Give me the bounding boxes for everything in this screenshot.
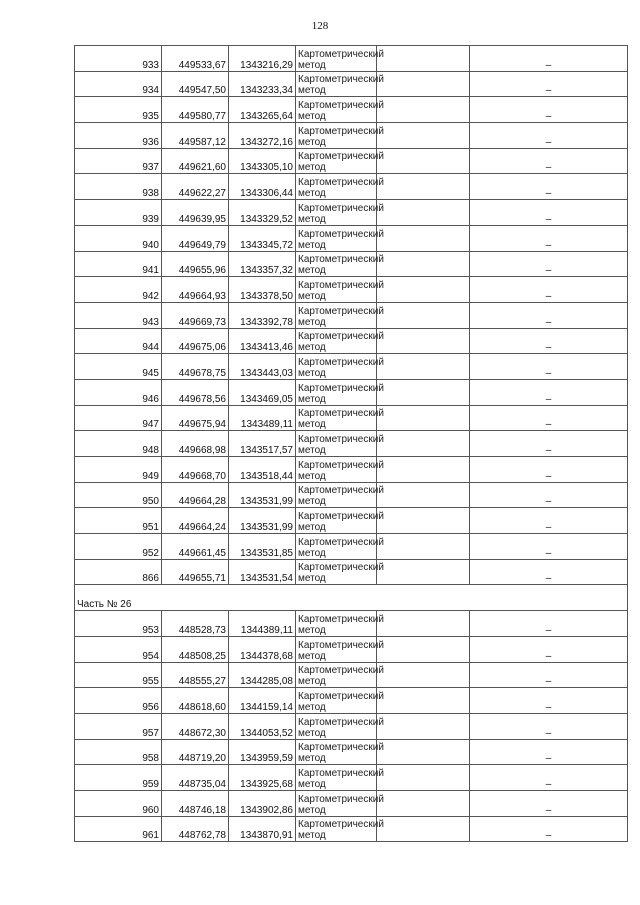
y-coordinate-cell: 1343443,03: [229, 354, 296, 380]
method-cell: Картометрический метод: [296, 277, 377, 303]
x-coordinate-cell: 449678,75: [162, 354, 229, 380]
empty-cell: [377, 225, 470, 251]
method-cell: Картометрический метод: [296, 225, 377, 251]
note-cell: –: [470, 97, 628, 123]
y-coordinate-cell: 1343531,99: [229, 482, 296, 508]
table-row: [75, 508, 628, 534]
y-coordinate-cell: 1343469,05: [229, 379, 296, 405]
table-row: [75, 225, 628, 251]
table-row: [75, 790, 628, 816]
point-number-cell: 942: [75, 277, 162, 303]
x-coordinate-cell: 448528,73: [162, 611, 229, 637]
empty-cell: [377, 277, 470, 303]
coordinates-table: [74, 45, 628, 842]
empty-cell: [377, 200, 470, 226]
y-coordinate-cell: 1343305,10: [229, 148, 296, 174]
point-number-cell: 948: [75, 431, 162, 457]
x-coordinate-cell: 449664,28: [162, 482, 229, 508]
y-coordinate-cell: 1343902,86: [229, 790, 296, 816]
y-coordinate-cell: 1344159,14: [229, 688, 296, 714]
empty-cell: [377, 354, 470, 380]
empty-cell: [377, 328, 470, 354]
empty-cell: [377, 534, 470, 560]
y-coordinate-cell: 1343531,54: [229, 559, 296, 585]
point-number-cell: 941: [75, 251, 162, 277]
x-coordinate-cell: 449668,98: [162, 431, 229, 457]
method-cell: Картометрический метод: [296, 713, 377, 739]
y-coordinate-cell: 1344389,11: [229, 611, 296, 637]
empty-cell: [377, 431, 470, 457]
empty-cell: [377, 508, 470, 534]
point-number-cell: 937: [75, 148, 162, 174]
point-number-cell: 934: [75, 71, 162, 97]
point-number-cell: 939: [75, 200, 162, 226]
note-cell: –: [470, 534, 628, 560]
table-row: [75, 611, 628, 637]
x-coordinate-cell: 449678,56: [162, 379, 229, 405]
table-row: [75, 482, 628, 508]
x-coordinate-cell: 448762,78: [162, 816, 229, 842]
note-cell: –: [470, 46, 628, 72]
empty-cell: [377, 174, 470, 200]
y-coordinate-cell: 1343272,16: [229, 123, 296, 149]
x-coordinate-cell: 449655,71: [162, 559, 229, 585]
point-number-cell: 959: [75, 765, 162, 791]
table-row: [75, 97, 628, 123]
table-row: [75, 739, 628, 765]
empty-cell: [377, 790, 470, 816]
y-coordinate-cell: 1344285,08: [229, 662, 296, 688]
method-cell: Картометрический метод: [296, 508, 377, 534]
note-cell: –: [470, 739, 628, 765]
y-coordinate-cell: 1343518,44: [229, 457, 296, 483]
point-number-cell: 944: [75, 328, 162, 354]
table-row: [75, 688, 628, 714]
point-number-cell: 938: [75, 174, 162, 200]
table-row: [75, 713, 628, 739]
y-coordinate-cell: 1343489,11: [229, 405, 296, 431]
method-cell: Картометрический метод: [296, 559, 377, 585]
x-coordinate-cell: 449655,96: [162, 251, 229, 277]
y-coordinate-cell: 1343306,44: [229, 174, 296, 200]
x-coordinate-cell: 449533,67: [162, 46, 229, 72]
point-number-cell: 949: [75, 457, 162, 483]
table-row: [75, 662, 628, 688]
note-cell: –: [470, 482, 628, 508]
note-cell: –: [470, 328, 628, 354]
x-coordinate-cell: 449664,24: [162, 508, 229, 534]
y-coordinate-cell: 1343378,50: [229, 277, 296, 303]
x-coordinate-cell: 448746,18: [162, 790, 229, 816]
empty-cell: [377, 71, 470, 97]
note-cell: –: [470, 277, 628, 303]
y-coordinate-cell: 1343870,91: [229, 816, 296, 842]
note-cell: –: [470, 765, 628, 791]
y-coordinate-cell: 1343413,46: [229, 328, 296, 354]
x-coordinate-cell: 449621,60: [162, 148, 229, 174]
note-cell: –: [470, 174, 628, 200]
note-cell: –: [470, 713, 628, 739]
page-number: 128: [311, 20, 329, 32]
table-row: [75, 174, 628, 200]
note-cell: –: [470, 225, 628, 251]
point-number-cell: 951: [75, 508, 162, 534]
note-cell: –: [470, 302, 628, 328]
x-coordinate-cell: 449661,45: [162, 534, 229, 560]
x-coordinate-cell: 448735,04: [162, 765, 229, 791]
y-coordinate-cell: 1343517,57: [229, 431, 296, 457]
method-cell: Картометрический метод: [296, 148, 377, 174]
table-row: [75, 765, 628, 791]
point-number-cell: 960: [75, 790, 162, 816]
y-coordinate-cell: 1343345,72: [229, 225, 296, 251]
method-cell: Картометрический метод: [296, 765, 377, 791]
point-number-cell: 953: [75, 611, 162, 637]
x-coordinate-cell: 448719,20: [162, 739, 229, 765]
empty-cell: [377, 662, 470, 688]
y-coordinate-cell: 1343531,85: [229, 534, 296, 560]
method-cell: Картометрический метод: [296, 123, 377, 149]
point-number-cell: 943: [75, 302, 162, 328]
point-number-cell: 947: [75, 405, 162, 431]
y-coordinate-cell: 1343265,64: [229, 97, 296, 123]
x-coordinate-cell: 448555,27: [162, 662, 229, 688]
table-row: [75, 816, 628, 842]
table-row: [75, 200, 628, 226]
note-cell: –: [470, 636, 628, 662]
method-cell: Картометрический метод: [296, 302, 377, 328]
table-row: [75, 46, 628, 72]
x-coordinate-cell: 449668,70: [162, 457, 229, 483]
method-cell: Картометрический метод: [296, 739, 377, 765]
x-coordinate-cell: 448672,30: [162, 713, 229, 739]
empty-cell: [377, 97, 470, 123]
point-number-cell: 961: [75, 816, 162, 842]
empty-cell: [377, 688, 470, 714]
method-cell: Картометрический метод: [296, 457, 377, 483]
table-row: [75, 277, 628, 303]
empty-cell: [377, 457, 470, 483]
note-cell: –: [470, 457, 628, 483]
note-cell: –: [470, 405, 628, 431]
method-cell: Картометрический метод: [296, 662, 377, 688]
note-cell: –: [470, 688, 628, 714]
method-cell: Картометрический метод: [296, 46, 377, 72]
note-cell: –: [470, 354, 628, 380]
empty-cell: [377, 482, 470, 508]
point-number-cell: 945: [75, 354, 162, 380]
method-cell: Картометрический метод: [296, 354, 377, 380]
table-row: [75, 148, 628, 174]
y-coordinate-cell: 1343233,34: [229, 71, 296, 97]
table-row: [75, 71, 628, 97]
empty-cell: [377, 611, 470, 637]
empty-cell: [377, 739, 470, 765]
method-cell: Картометрический метод: [296, 688, 377, 714]
y-coordinate-cell: 1343925,68: [229, 765, 296, 791]
method-cell: Картометрический метод: [296, 71, 377, 97]
note-cell: –: [470, 71, 628, 97]
method-cell: Картометрический метод: [296, 790, 377, 816]
note-cell: –: [470, 508, 628, 534]
x-coordinate-cell: 449675,06: [162, 328, 229, 354]
point-number-cell: 954: [75, 636, 162, 662]
method-cell: Картометрический метод: [296, 251, 377, 277]
y-coordinate-cell: 1343531,99: [229, 508, 296, 534]
empty-cell: [377, 148, 470, 174]
table-row: [75, 251, 628, 277]
x-coordinate-cell: 449580,77: [162, 97, 229, 123]
table-row: [75, 431, 628, 457]
x-coordinate-cell: 449664,93: [162, 277, 229, 303]
empty-cell: [377, 559, 470, 585]
method-cell: Картометрический метод: [296, 431, 377, 457]
note-cell: –: [470, 816, 628, 842]
table-row: [75, 405, 628, 431]
method-cell: Картометрический метод: [296, 328, 377, 354]
note-cell: –: [470, 148, 628, 174]
y-coordinate-cell: 1343357,32: [229, 251, 296, 277]
table-row: [75, 636, 628, 662]
empty-cell: [377, 46, 470, 72]
y-coordinate-cell: 1343392,78: [229, 302, 296, 328]
x-coordinate-cell: 449639,95: [162, 200, 229, 226]
note-cell: –: [470, 611, 628, 637]
x-coordinate-cell: 449622,27: [162, 174, 229, 200]
table-row: [75, 302, 628, 328]
method-cell: Картометрический метод: [296, 379, 377, 405]
note-cell: –: [470, 123, 628, 149]
method-cell: Картометрический метод: [296, 174, 377, 200]
y-coordinate-cell: 1343216,29: [229, 46, 296, 72]
point-number-cell: 935: [75, 97, 162, 123]
point-number-cell: 957: [75, 713, 162, 739]
empty-cell: [377, 636, 470, 662]
note-cell: –: [470, 431, 628, 457]
table-row: [75, 534, 628, 560]
method-cell: Картометрический метод: [296, 534, 377, 560]
point-number-cell: 956: [75, 688, 162, 714]
table-row: [75, 354, 628, 380]
note-cell: –: [470, 200, 628, 226]
empty-cell: [377, 123, 470, 149]
x-coordinate-cell: 449547,50: [162, 71, 229, 97]
x-coordinate-cell: 448508,25: [162, 636, 229, 662]
x-coordinate-cell: 449649,79: [162, 225, 229, 251]
point-number-cell: 955: [75, 662, 162, 688]
point-number-cell: 950: [75, 482, 162, 508]
empty-cell: [377, 765, 470, 791]
x-coordinate-cell: 449675,94: [162, 405, 229, 431]
method-cell: Картометрический метод: [296, 97, 377, 123]
x-coordinate-cell: 449587,12: [162, 123, 229, 149]
empty-cell: [377, 816, 470, 842]
table-row: [75, 328, 628, 354]
table-row: [75, 559, 628, 585]
note-cell: –: [470, 790, 628, 816]
y-coordinate-cell: 1343329,52: [229, 200, 296, 226]
x-coordinate-cell: 448618,60: [162, 688, 229, 714]
part-heading-row: [75, 585, 628, 611]
point-number-cell: 936: [75, 123, 162, 149]
y-coordinate-cell: 1343959,59: [229, 739, 296, 765]
part-label: Часть № 26: [75, 585, 628, 611]
point-number-cell: 933: [75, 46, 162, 72]
y-coordinate-cell: 1344053,52: [229, 713, 296, 739]
point-number-cell: 940: [75, 225, 162, 251]
method-cell: Картометрический метод: [296, 636, 377, 662]
method-cell: Картометрический метод: [296, 482, 377, 508]
empty-cell: [377, 251, 470, 277]
empty-cell: [377, 405, 470, 431]
table-row: [75, 123, 628, 149]
point-number-cell: 952: [75, 534, 162, 560]
note-cell: –: [470, 251, 628, 277]
note-cell: –: [470, 379, 628, 405]
empty-cell: [377, 302, 470, 328]
method-cell: Картометрический метод: [296, 405, 377, 431]
point-number-cell: 958: [75, 739, 162, 765]
point-number-cell: 866: [75, 559, 162, 585]
method-cell: Картометрический метод: [296, 200, 377, 226]
note-cell: –: [470, 559, 628, 585]
point-number-cell: 946: [75, 379, 162, 405]
x-coordinate-cell: 449669,73: [162, 302, 229, 328]
y-coordinate-cell: 1344378,68: [229, 636, 296, 662]
table-row: [75, 457, 628, 483]
table-row: [75, 379, 628, 405]
note-cell: –: [470, 662, 628, 688]
method-cell: Картометрический метод: [296, 611, 377, 637]
method-cell: Картометрический метод: [296, 816, 377, 842]
empty-cell: [377, 713, 470, 739]
empty-cell: [377, 379, 470, 405]
